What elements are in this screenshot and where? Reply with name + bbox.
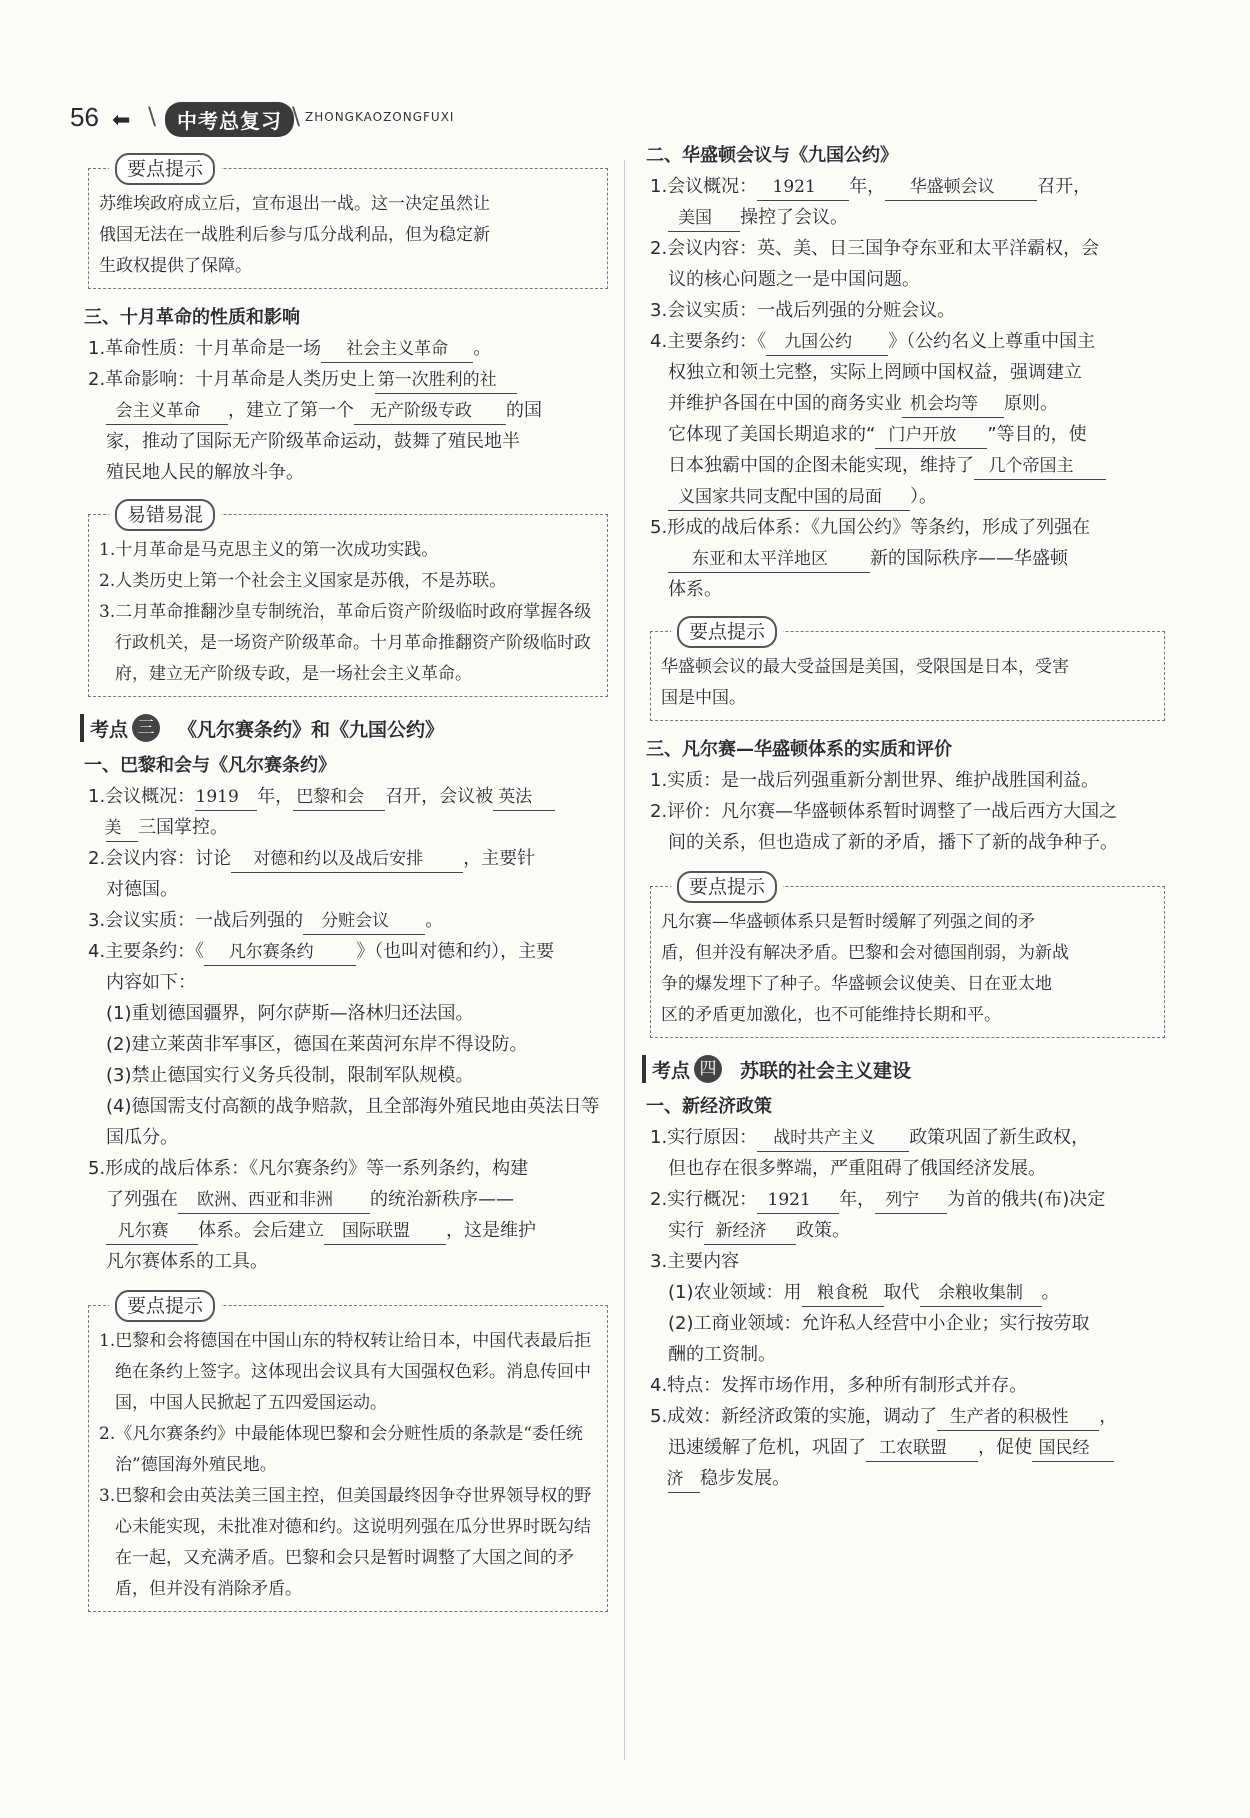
answer-blank: 九国公约 [766, 329, 888, 356]
text-span: 的国 [506, 400, 542, 421]
text-span: 操控了会议。 [740, 207, 848, 228]
answer-blank: 门户开放 [875, 422, 987, 449]
nine-power-treaty [650, 326, 1165, 512]
text-span: 2.实行概况： [650, 1189, 758, 1210]
system-essence: 1.实质：是一战后列强重新分割世界、维护战胜国利益。 [650, 770, 1100, 791]
text-span: 5.形成的战后体系：《凡尔赛条约》等一系列条约，构建 [88, 1158, 529, 1179]
nep-feature: 4.特点：发挥市场作用，多种所有制形式并存。 [650, 1375, 1028, 1396]
text-span: ，促使 [978, 1437, 1032, 1458]
treaty-item: (2)建立莱茵非军事区，德国在莱茵河东岸不得设防。 [106, 1034, 528, 1055]
washington-overview [650, 171, 1165, 233]
text-span: (1)农业领域：用 [668, 1282, 802, 1303]
washington-system [650, 512, 1165, 605]
answer-blank: 美 [106, 815, 138, 842]
text-span: 凡尔赛体系的工具。 [106, 1251, 268, 1272]
text-span: 要点提示 [677, 616, 777, 648]
text-span: 并维护各国在中国的商务实业 [668, 393, 902, 414]
text-span: 实行 [668, 1220, 704, 1241]
answer-blank: 巴黎和会 [293, 784, 385, 811]
text-span: 易错易混 [115, 499, 215, 531]
tip-box [88, 158, 608, 289]
answer-blank: 工农联盟 [866, 1435, 978, 1462]
text-span: 迅速缓解了危机，巩固了 [668, 1437, 866, 1458]
text-span: 政策。 [796, 1220, 850, 1241]
text-span: 新的国际秩序——华盛顿 [870, 548, 1068, 569]
section-heading: 一、新经济政策 [646, 1096, 772, 1117]
text-span: 三国掌控。 [138, 817, 228, 838]
answer-blank: 粮食税 [802, 1280, 884, 1307]
tip-line: 生政权提供了保障。 [99, 256, 252, 276]
tip-line: 国是中国。 [661, 688, 746, 708]
text-span: 3.会议实质：一战后列强的 [88, 910, 304, 931]
text-span: 召开，会议被 [385, 786, 494, 807]
text-span: 它体现了美国长期追求的“ [668, 424, 876, 445]
text-span: 2.革命影响：十月革命是人类历史上 [88, 369, 376, 390]
answer-blank: 几个帝国主 [974, 453, 1106, 480]
text-span: ，这是维护 [446, 1220, 536, 1241]
versailles-system [88, 1153, 608, 1277]
text-span: 。 [425, 910, 444, 931]
mistake-line: 2.人类历史上第一个社会主义国家是苏俄，不是苏联。 [99, 571, 507, 591]
answer-blank: 列宁 [875, 1187, 947, 1214]
text-span: 2.会议内容：英、美、日三国争夺东亚和太平洋霸权，会 [650, 238, 1100, 259]
mistake-box [88, 504, 608, 697]
paris-content [88, 843, 608, 905]
text-span: 2.会议内容：讨论 [88, 848, 232, 869]
paris-overview [88, 781, 608, 843]
book-title-badge: 中考总复习 [165, 102, 294, 137]
text-span: 稳步发展。 [700, 1468, 790, 1489]
tip-box [88, 1295, 608, 1612]
mistake-line: 3.二月革命推翻沙皇专制统治，革命后资产阶级临时政府掌握各级行政机关，是一场资产阶级革命。十月革命推翻资产阶级临时政府，建立无产阶级专政，是一场社会主义革命。 [99, 602, 592, 684]
answer-blank: 凡尔赛条约 [204, 939, 356, 966]
nep-reason [650, 1122, 1165, 1184]
answer-blank: 国际联盟 [324, 1218, 446, 1245]
text-span: 为首的俄共(布)决定 [947, 1189, 1106, 1210]
answer-blank: 美国 [668, 205, 740, 232]
left-column [84, 158, 608, 1626]
text-span: 1.会议概况： [650, 176, 758, 197]
text-span: 》（公约名义上尊重中国主 [888, 331, 1096, 352]
text-span: 体系。 [668, 579, 722, 600]
tip-tag [109, 153, 221, 186]
column-divider [624, 160, 625, 1760]
text-span: 2.评价：凡尔赛—华盛顿体系暂时调整了一战后西方大国之 [650, 801, 1118, 822]
section-heading: 一、巴黎和会与《凡尔赛条约》 [84, 755, 336, 776]
text-span: 要点提示 [115, 1290, 215, 1322]
section-heading: 三、凡尔赛—华盛顿体系的实质和评价 [646, 739, 952, 760]
text-span: 间的关系，但也造成了新的矛盾，播下了新的战争种子。 [668, 832, 1118, 853]
paris-essence [88, 905, 608, 936]
text-span: (2)工商业领域：允许私人经营中小企业；实行按劳取 [668, 1313, 1090, 1334]
exam-point-number: 四 [694, 1055, 722, 1083]
exam-point-heading [642, 1052, 1165, 1086]
text-span: 4.主要条约：《 [88, 941, 205, 962]
heading-bar [642, 1055, 646, 1083]
tip-box [650, 621, 1165, 721]
answer-blank: 国民经 [1032, 1435, 1114, 1462]
text-span: 殖民地人民的解放斗争。 [106, 462, 304, 483]
nep-content-title: 3.主要内容 [650, 1251, 740, 1272]
tip-line: 争的爆发埋下了种子。华盛顿会议使美、日在亚太地 [661, 974, 1052, 994]
text-span: 日本独霸中国的企图未能实现，维持了 [668, 455, 974, 476]
tip-tag [109, 1290, 221, 1323]
text-span: 年， [839, 1189, 876, 1210]
nep-result [650, 1401, 1165, 1494]
text-span: ”等目的，使 [987, 424, 1087, 445]
washington-essence: 3.会议实质：一战后列强的分赃会议。 [650, 300, 956, 321]
text-span: 年， [849, 176, 886, 197]
answer-blank: 1921 [757, 1187, 839, 1214]
text-span: 原则。 [1004, 393, 1058, 414]
book-title-pinyin: ZHONGKAOZONGFUXI [305, 110, 455, 124]
treaty-item: (3)禁止德国实行义务兵役制，限制军队规模。 [106, 1065, 474, 1086]
exam-point-title: 《凡尔赛条约》和《九国公约》 [178, 718, 445, 741]
text-span: ，建立了第一个 [228, 400, 354, 421]
tip-line: 1.巴黎和会将德国在中国山东的特权转让给日本，中国代表最后拒绝在条约上签字。这体现出会议具有大国强权色彩。消息传回中国，中国人民掀起了五四爱国运动。 [99, 1331, 592, 1413]
answer-blank: 余粮收集制 [920, 1280, 1042, 1307]
text-span: 4.主要条约：《 [650, 331, 767, 352]
right-column [646, 137, 1165, 1494]
tip-line: 俄国无法在一战胜利后参与瓜分战利品，但为稳定新 [99, 225, 490, 245]
tip-line: 区的矛盾更加激化，也不可能维持长期和平。 [661, 1005, 1001, 1025]
text-span: 1.革命性质：十月革命是一场 [88, 338, 322, 359]
section-heading: 三、十月革命的性质和影响 [84, 307, 300, 328]
tip-box [650, 876, 1165, 1038]
text-span: 1.实行原因： [650, 1127, 758, 1148]
text-span: 5.成效：新经济政策的实施，调动了 [650, 1406, 938, 1427]
nep-industry [650, 1308, 1165, 1370]
revolution-impact [88, 364, 608, 488]
answer-blank: 1919 [195, 784, 257, 811]
treaty-item: (1)重划德国疆界，阿尔萨斯—洛林归还法国。 [106, 1003, 474, 1024]
text-span: 体系。会后建立 [198, 1220, 324, 1241]
versailles-treaty [88, 936, 608, 998]
text-span: 对德国。 [106, 879, 178, 900]
slash-divider: \ [292, 102, 301, 130]
answer-blank: 对德和约以及战后安排 [231, 846, 463, 873]
text-span: 。 [1041, 1282, 1060, 1303]
answer-blank: 凡尔赛 [106, 1218, 198, 1245]
text-span: 1.会议概况： [88, 786, 196, 807]
answer-blank: 济 [668, 1466, 700, 1493]
exam-point-title: 苏联的社会主义建设 [740, 1059, 912, 1082]
answer-blank: 东亚和太平洋地区 [668, 546, 870, 573]
text-span: 了列强在 [106, 1189, 178, 1210]
answer-blank: 华盛顿会议 [885, 174, 1037, 201]
answer-blank: 无产阶级专政 [354, 398, 506, 425]
slash-divider: \ [148, 102, 157, 130]
tip-line: 苏维埃政府成立后，宣布退出一战。这一决定虽然让 [99, 194, 490, 214]
text-span: ， [1099, 1406, 1118, 1427]
text-span: 》（也叫对德和约），主要 [356, 941, 555, 962]
exam-point-label: 考点 [652, 1059, 691, 1082]
system-evaluation [650, 796, 1165, 858]
heading-bar [80, 714, 84, 742]
tip-line: 盾，但并没有解决矛盾。巴黎和会对德国削弱，为新战 [661, 943, 1069, 963]
answer-blank: 分赃会议 [303, 908, 425, 935]
washington-content [650, 233, 1165, 295]
text-span: 召开， [1037, 176, 1092, 197]
answer-blank: 第一次胜利的社 [375, 367, 517, 394]
tip-line: 凡尔赛—华盛顿体系只是暂时缓解了列强之间的矛 [661, 912, 1035, 932]
nep-overview [650, 1184, 1165, 1246]
text-span: 要点提示 [115, 153, 215, 185]
answer-blank: 社会主义革命 [321, 336, 473, 363]
text-span: 家，推动了国际无产阶级革命运动，鼓舞了殖民地半 [106, 431, 520, 452]
arrow-left-icon: ⬅ [112, 108, 131, 133]
nep-agriculture [650, 1277, 1165, 1308]
tip-line: 2.《凡尔赛条约》中最能体现巴黎和会分赃性质的条款是“委任统治”德国海外殖民地。 [99, 1424, 583, 1475]
answer-blank: 新经济 [704, 1218, 796, 1245]
answer-blank: 英法 [493, 784, 555, 811]
text-span: 年， [257, 786, 294, 807]
text-span: 政策巩固了新生政权， [909, 1127, 1090, 1148]
text-span: 5.形成的战后体系：《九国公约》等条约，形成了列强在 [650, 517, 1091, 538]
answer-blank: 会主义革命 [106, 398, 228, 425]
text-span: 但也存在很多弊端，严重阻碍了俄国经济发展。 [668, 1158, 1046, 1179]
text-span: ）。 [910, 486, 937, 507]
revolution-nature [88, 333, 608, 364]
exam-point-number: 三 [132, 714, 160, 742]
exam-point-heading [80, 711, 608, 745]
answer-blank: 1921 [757, 174, 849, 201]
answer-blank: 义国家共同支配中国的局面 [668, 484, 910, 511]
tip-line: 3.巴黎和会由英法美三国主控，但美国最终因争夺世界领导权的野心未能实现，未批准对德和约。这说明列强在瓜分世界时既勾结在一起，又充满矛盾。巴黎和会只是暂时调整了大国之间的矛盾，但并没有消除矛盾。 [99, 1486, 592, 1599]
text-span: ，主要针 [463, 848, 536, 869]
text-span: 要点提示 [677, 871, 777, 903]
text-span: 议的核心问题之一是中国问题。 [668, 269, 920, 290]
exam-point-label: 考点 [90, 718, 129, 741]
text-span: 。 [473, 338, 492, 359]
text-span: 取代 [883, 1282, 920, 1303]
answer-blank: 战时共产主义 [757, 1125, 909, 1152]
treaty-item: (4)德国需支付高额的战争赔款，且全部海外殖民地由英法日等国瓜分。 [106, 1096, 600, 1148]
answer-blank: 生产者的积极性 [937, 1404, 1099, 1431]
answer-blank: 欧洲、西亚和非洲 [178, 1187, 370, 1214]
tip-tag [671, 616, 783, 649]
page-number: 56 [70, 102, 99, 132]
tip-tag [671, 871, 783, 904]
text-span: 酬的工资制。 [668, 1344, 776, 1365]
answer-blank: 机会均等 [902, 391, 1004, 418]
tip-line: 华盛顿会议的最大受益国是美国，受限国是日本，受害 [661, 657, 1069, 677]
mistake-line: 1.十月革命是马克思主义的第一次成功实践。 [99, 540, 439, 560]
text-span: 的统治新秩序—— [370, 1189, 514, 1210]
page-header [70, 100, 570, 140]
text-span: 权独立和领土完整，实际上罔顾中国权益，强调建立 [668, 362, 1082, 383]
section-heading: 二、华盛顿会议与《九国公约》 [646, 145, 898, 166]
text-span: 内容如下： [106, 972, 196, 993]
mistake-tag [109, 499, 221, 532]
